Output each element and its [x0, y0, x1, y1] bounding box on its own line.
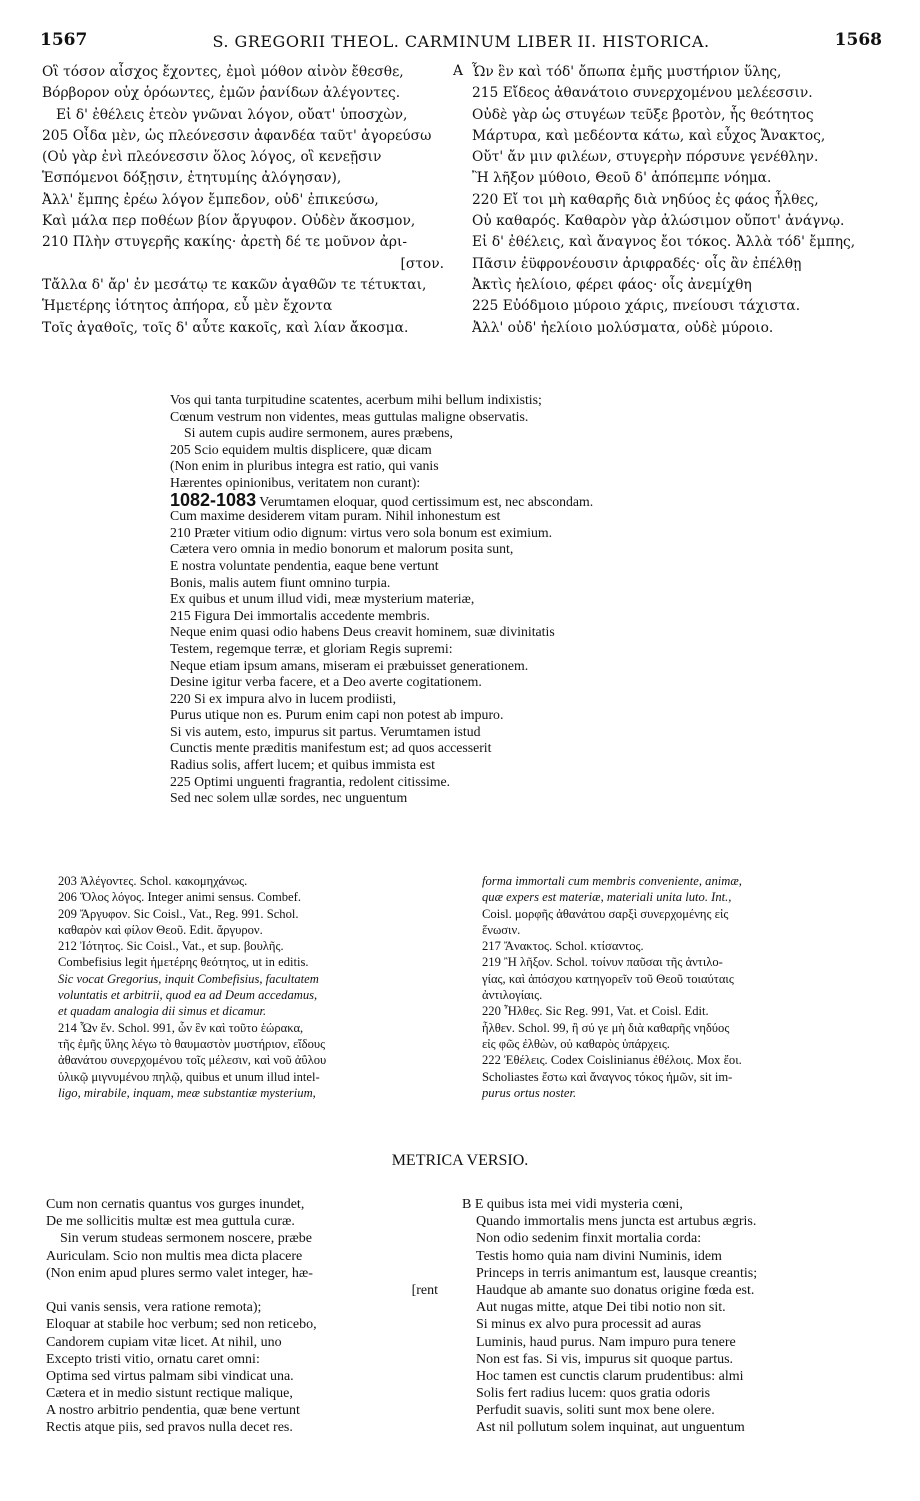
- footnote-line: 220 Ἦλθες. Sic Reg. 991, Vat. et Coisl. Edit.: [482, 1004, 709, 1019]
- metrica-line: Haudque ab amante suo donatus origine fœda est.: [476, 1282, 755, 1298]
- metrica-line: Perfudit suavis, soliti sunt mox bene olere.: [476, 1403, 715, 1419]
- running-title: S. GREGORII THEOL. CARMINUM LIBER II. HISTORICA.: [212, 32, 710, 51]
- footnote-line: 206 Ὅλος λόγος. Integer animi sensus. Combef.: [58, 890, 301, 905]
- verse-line: 225 Εὐόδμοιο μύροιο χάρις, πνείουσι τάχιστα.: [472, 298, 801, 315]
- latin-line: (Non enim in pluribus integra est ratio, qui vanis: [170, 458, 439, 474]
- metrica-line: Cum non cernatis quantus vos gurges inundet,: [46, 1197, 305, 1212]
- metrica-line: Luminis, haud purus. Nam impuro pura tenere: [476, 1334, 736, 1350]
- metrica-line: Hoc tamen est cunctis clarum prudentibus: almi: [476, 1368, 744, 1384]
- verse-line-continuation: [στον.: [400, 255, 444, 272]
- column-reference: 1082-1083: [170, 489, 257, 510]
- metrica-line: De me sollicitis multæ est mea guttula curæ.: [46, 1214, 295, 1230]
- latin-line: Neque enim quasi odio habens Deus creavit hominem, suæ divinitatis: [170, 624, 555, 640]
- latin-line: 215 Figura Dei immortalis accedente membris.: [170, 607, 430, 623]
- metrica-line: Qui vanis sensis, vera ratione remota);: [46, 1300, 262, 1316]
- metrica-line: Non odio sedenim finxit mortalia corda:: [476, 1231, 702, 1247]
- latin-line: Radius solis, affert lucem; et quibus immista est: [170, 757, 435, 773]
- footnote-line: 203 Ἀλέγοντες. Schol. κακομηχάνως.: [58, 874, 248, 888]
- footnote-line: voluntatis et arbitrii, quod ea ad Deum accedamus,: [58, 988, 318, 1003]
- latin-line: 205 Scio equidem multis displicere, quæ dicam: [170, 441, 432, 457]
- footnote-line: ὑλικῷ μιγνυμένου πηλῷ, quibus et unum illud intel-: [58, 1069, 320, 1084]
- latin-line-with-column-reference: [170, 489, 810, 510]
- metrica-left-column: [46, 1196, 456, 1437]
- metrica-versio-heading: METRICA VERSIO.: [391, 1152, 529, 1169]
- metrica-line-text: E quibus ista mei vidi mysteria cœni,: [474, 1197, 683, 1212]
- verse-line: Εἰ δ' ἐθέλεις, καὶ ἄναγνος ἔοι τόκος. Ἀλλὰ τόδ' ἔμπης,: [472, 234, 856, 251]
- metrica-line: Auriculam. Scio non multis mea dicta placere: [46, 1248, 303, 1264]
- margin-marker-b: B: [462, 1197, 472, 1212]
- footnote-line: Scholiastes ἔστω καὶ ἄναγνος τόκος ἡμῶν, sit im-: [482, 1069, 733, 1084]
- verse-line: Ἢ λῆξον μύθοιο, Θεοῦ δ' ἀπόπεμπε νόημα.: [472, 170, 772, 187]
- footnote-line: 219 Ἢ λῆξον. Schol. τοίνυν παῦσαι τῆς ἀντιλο-: [482, 955, 723, 970]
- latin-line: Desine igitur verba facere, et a Deo averte cogitationem.: [170, 674, 482, 690]
- footnote-line: καθαρὸν καὶ φίλον Θεοῦ. Edit. ἄργυρον.: [58, 922, 263, 937]
- verse-line: Οἳ τόσον αἶσχος ἔχοντες, ἐμοὶ μόθον αἰνὸν ἔθεσθε,: [42, 64, 404, 80]
- latin-line: Ex quibus et unum illud vidi, meæ mysterium materiæ,: [170, 591, 475, 607]
- footnote-line: εἰς φῶς ἐλθὼν, οὐ καθαρὸς ὑπάρχεις.: [482, 1036, 670, 1051]
- latin-line: Purus utique non es. Purum enim capi non potest ab impuro.: [170, 707, 504, 723]
- verse-line: Οὐ καθαρός. Καθαρὸν γὰρ ἁλώσιμον οὔποτ' ἀνάγνῳ.: [472, 213, 845, 230]
- metrica-line: Si minus ex alvo pura processit ad auras: [476, 1317, 702, 1333]
- running-header: [40, 30, 882, 56]
- latin-line: 225 Optimi unguenti fragrantia, redolent citissime.: [170, 773, 451, 789]
- footnotes-left-column: [58, 873, 478, 1101]
- verse-line: Τοῖς ἀγαθοῖς, τοῖς δ' αὖτε κακοῖς, καὶ λίαν ἄκοσμα.: [42, 319, 409, 336]
- metrica-line: Non est fas. Si vis, impurus sit quoque partus.: [476, 1351, 734, 1367]
- footnote-line: 217 Ἄνακτος. Schol. κτίσαντος.: [482, 939, 644, 954]
- metrica-line: Quando immortalis mens juncta est artubus ægris.: [476, 1214, 757, 1230]
- metrica-line-continuation: [rent: [411, 1282, 438, 1298]
- footnote-line: ἀντιλογίαις.: [482, 988, 543, 1003]
- metrica-line: Eloquar at stabile hoc verbum; sed non reticebo,: [46, 1317, 317, 1333]
- verse-line: Ἀκτὶς ἠελίοιο, φέρει φάος· οἷς ἀνεμίχθη: [472, 276, 752, 293]
- greek-text-right-column: [472, 62, 907, 339]
- metrica-line: Princeps in terris animantum est, lausque creantis;: [476, 1265, 758, 1281]
- metrica-line: Testis homo quia nam divini Numinis, idem: [476, 1248, 722, 1264]
- latin-line: Cætera vero omnia in medio bonorum et malorum posita sunt,: [170, 541, 514, 557]
- verse-line: (Οὐ γὰρ ἐνὶ πλεόνεσσιν ὅλος λόγος, οἳ κενεῇσιν: [42, 149, 382, 166]
- verse-line: Ἡμετέρης ἰότητος ἀπήορα, εὖ μὲν ἔχοντα: [42, 298, 333, 315]
- verse-line: Ἑσπόμενοι δόξῃσιν, ἐτητυμίης ἀλόγησαν),: [42, 170, 342, 187]
- footnote-line: Coisl. μορφῆς ἀθανάτου σαρξὶ συνερχομένης εἰς: [482, 906, 729, 921]
- footnote-line: ἦλθεν. Schol. 99, ἢ σύ γε μὴ διὰ καθαρῆς νηδύος: [482, 1020, 730, 1035]
- metrica-line: Solis fert radius lucem: quos gratia odoris: [476, 1386, 711, 1402]
- verse-line: Πᾶσιν ἐϋφρονέουσιν ἀριφραδές· οἷς ἂν ἐπέλθῃ: [472, 255, 802, 272]
- footnote-line: 212 Ἰότητος. Sic Coisl., Vat., et sup. βουλῆς.: [58, 939, 284, 954]
- metrica-line: Ast nil pollutum solem inquinat, aut unguentum: [476, 1420, 745, 1436]
- verse-line: Ὧν ἓν καὶ τόδ' ὄπωπα ἐμῆς μυστήριον ὕλης,: [472, 64, 782, 80]
- footnote-line: 222 Ἐθέλεις. Codex Coislinianus ἐθέλοις. Mox ἔοι.: [482, 1053, 742, 1068]
- metrica-right-column: [462, 1196, 892, 1437]
- footnote-line: quæ expers est materiæ, materiali unita luto. Int.,: [482, 890, 732, 905]
- latin-line: Si autem cupis audire sermonem, aures præbens,: [184, 425, 453, 441]
- latin-line: Neque etiam ipsum amans, miseram ei præbuisset generationem.: [170, 657, 529, 673]
- footnote-line: Combefisius legit ἡμετέρης θεότητος, ut in editis.: [58, 955, 309, 970]
- latin-line: Cœnum vestrum non videntes, meas guttulas maligne observatis.: [170, 408, 529, 424]
- latin-line: 220 Si ex impura alvo in lucem prodiisti,: [170, 690, 397, 706]
- footnote-line: forma immortali cum membris conveniente, animæ,: [482, 874, 742, 888]
- latin-line-text: Verumtamen eloquar, quod certissimum est, nec abscondam.: [259, 493, 594, 509]
- footnote-line: 209 Ἄργυφον. Sic Coisl., Vat., Reg. 991. Schol.: [58, 906, 299, 921]
- footnotes-right-column: [482, 873, 892, 1101]
- footnote-line: ἀθανάτου συνερχομένου τοῖς μέλεσιν, καὶ νοῦ ἀΰλου: [58, 1053, 327, 1068]
- latin-translation: [170, 392, 810, 807]
- verse-line: Μάρτυρα, καὶ μεδέοντα κάτω, καὶ εὖχος Ἄνακτος,: [472, 127, 826, 144]
- latin-line: Testem, regemque terræ, et gloriam Regis supremi:: [170, 640, 453, 656]
- margin-marker-a: A: [453, 63, 463, 79]
- metrica-line: Excepto tristi vitio, ornatu caret omni:: [46, 1351, 260, 1367]
- latin-line: Si vis autem, esto, impurus sit partus. Verumtamen istud: [170, 723, 481, 739]
- verse-line: Ἀλλ' ἔμπης ἐρέω λόγον ἔμπεδον, οὐδ' ἐπικεύσω,: [42, 191, 379, 208]
- greek-text-left-column: [42, 62, 462, 339]
- verse-line: 215 Εἴδεος ἀθανάτοιο συνερχομένου μελέεσσιν.: [472, 85, 813, 102]
- metrica-line: Candorem cupiam vitæ licet. At nihil, uno: [46, 1334, 282, 1350]
- latin-line: Cum maxime desiderem vitam puram. Nihil inhonestum est: [170, 508, 501, 524]
- latin-line: Bonis, malis autem fiunt omnino turpia.: [170, 574, 391, 590]
- verse-line: 210 Πλὴν στυγερῆς κακίης· ἀρετὴ δέ τε μοῦνον ἀρι-: [42, 234, 408, 251]
- metrica-line: Cætera et in medio sistunt rectique malique,: [46, 1386, 293, 1402]
- footnote-line: purus ortus noster.: [482, 1085, 577, 1100]
- verse-line: 220 Εἴ τοι μὴ καθαρῆς διὰ νηδύος ἐς φάος ἦλθες,: [472, 191, 819, 208]
- latin-line: Sed nec solem ullæ sordes, nec unguentum: [170, 790, 408, 806]
- footnote-line: ligo, mirabile, inquam, meæ substantiæ mysterium,: [58, 1085, 316, 1100]
- footnote-line: 214 Ὧν ἕν. Schol. 991, ὧν ἓν καὶ τοῦτο ἑώρακα,: [58, 1020, 304, 1035]
- metrica-line: Optima sed virtus palmam sibi vindicat una.: [46, 1368, 294, 1384]
- footnote-line: τῆς ἐμῆς ὕλης λέγω τὸ θαυμαστὸν μυστήριον, εἴδους: [58, 1036, 326, 1051]
- metrica-line: Rectis atque piis, sed pravos nulla decet res.: [46, 1420, 293, 1436]
- page-number-right: 1568: [834, 30, 882, 50]
- metrica-line: Aut nugas mitte, atque Dei tibi notio non sit.: [476, 1300, 726, 1316]
- metrica-line: Sin verum studeas sermonem noscere, præbe: [60, 1231, 312, 1247]
- verse-line: Οὐδὲ γὰρ ὡς στυγέων τεῦξε βροτὸν, ἧς θεότητος: [472, 106, 814, 123]
- verse-line: Εἰ δ' ἐθέλεις ἐτεὸν γνῶναι λόγον, οὔατ' ὑποσχὼν,: [56, 106, 408, 123]
- page-number-left: 1567: [40, 30, 88, 50]
- latin-line: Cunctis mente præditis manifestum est; ad quos accesserit: [170, 740, 492, 756]
- metrica-line-with-marker: [462, 1196, 892, 1213]
- verse-line: Ἀλλ' οὐδ' ἠελίοιο μολύσματα, οὐδὲ μύροιο.: [472, 319, 774, 336]
- verse-line: Καὶ μάλα περ ποθέων βίον ἄργυφον. Οὐδὲν ἄκοσμον,: [42, 213, 416, 230]
- verse-line: Βόρβορον οὐχ ὁρόωντες, ἐμῶν ῥανίδων ἀλέγοντες.: [42, 85, 401, 102]
- latin-line: Hærentes opinionibus, veritatem non curant):: [170, 474, 421, 490]
- latin-line: 210 Præter vitium odio dignum: virtus vero sola bonum est eximium.: [170, 524, 553, 540]
- footnote-line: γίας, καὶ ἀπόσχου κατηγορεῖν τοῦ Θεοῦ τοιαύταις: [482, 971, 734, 986]
- footnote-line: ἕνωσιν.: [482, 922, 521, 937]
- latin-line: Vos qui tanta turpitudine scatentes, acerbum mihi bellum indixistis;: [170, 392, 542, 407]
- footnote-line: et quadam analogia dii simus et dicamur.: [58, 1004, 267, 1019]
- latin-line: E nostra voluntate pendentia, eaque bene vertunt: [170, 557, 439, 573]
- metrica-line: A nostro arbitrio pendentia, quæ bene vertunt: [46, 1403, 300, 1419]
- verse-line: 205 Οἶδα μὲν, ὡς πλεόνεσσιν ἀφανδέα ταῦτ' ἀγορεύσω: [42, 127, 432, 144]
- verse-line: Οὔτ' ἄν μιν φιλέων, στυγερὴν πόρσυνε γενέθλην.: [472, 149, 819, 166]
- footnote-line: Sic vocat Gregorius, inquit Combefisius, facultatem: [58, 971, 319, 986]
- verse-line: Τἄλλα δ' ἄρ' ἐν μεσάτῳ τε κακῶν ἀγαθῶν τε τέτυκται,: [42, 276, 427, 293]
- metrica-line: (Non enim apud plures sermo valet integer, hæ-: [46, 1265, 313, 1281]
